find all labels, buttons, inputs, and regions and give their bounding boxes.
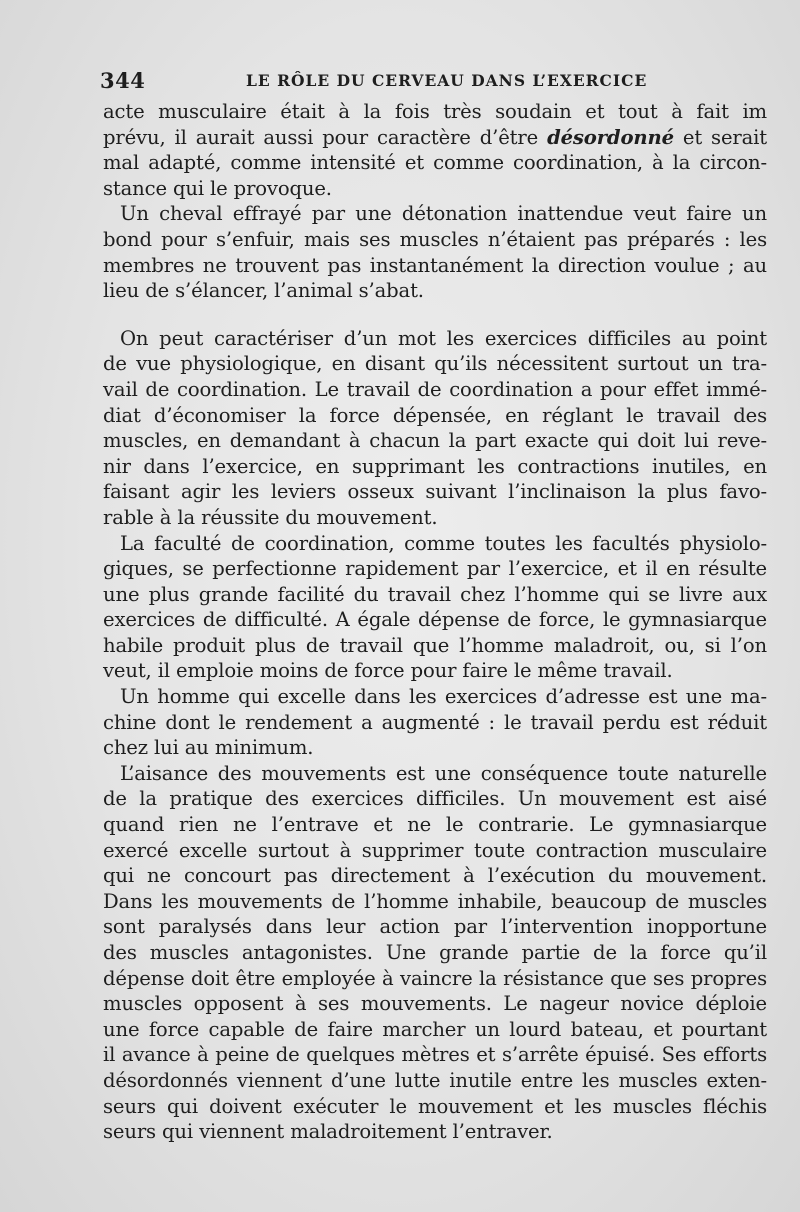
text-line: bond pour s’enfuir, mais ses muscles n’étaient pas préparés : les	[103, 227, 767, 251]
paragraph-3	[103, 326, 767, 531]
text-line: Un cheval effrayé par une détonation inattendue veut faire un	[120, 202, 767, 226]
text-line: seurs qui doivent exécuter le mouvement et les muscles fléchis	[103, 1094, 767, 1118]
paragraph-6	[103, 761, 767, 1145]
paragraph-4	[103, 531, 767, 685]
text-line: une plus grande facilité du travail chez l’homme qui se livre aux	[103, 582, 767, 606]
text-line: veut, il emploie moins de force pour faire le même travail.	[103, 659, 673, 683]
text-line: exercices de difficulté. A égale dépense de force, le gymnasiarque	[103, 608, 767, 632]
text-line: exercé excelle surtout à supprimer toute contraction musculaire	[103, 838, 767, 862]
page-number: 344	[100, 68, 146, 93]
text-line: stance qui le provoque.	[103, 176, 332, 200]
paragraph-1	[103, 99, 767, 201]
running-title: LE RÔLE DU CERVEAU DANS L’EXERCICE	[246, 71, 648, 90]
text-line: giques, se perfectionne rapidement par l’exercice, et il en résulte	[103, 557, 767, 581]
text-segment: et serait	[673, 125, 767, 149]
text-line: une force capable de faire marcher un lourd bateau, et pourtant	[103, 1017, 767, 1041]
text-line: lieu de s’élancer, l’animal s’abat.	[103, 279, 424, 303]
text-line: Dans les mouvements de l’homme inhabile, beaucoup de muscles	[103, 889, 767, 913]
text-line: diat d’économiser la force dépensée, en réglant le travail des	[103, 403, 767, 427]
text-line: désordonnés viennent d’une lutte inutile entre les muscles exten-	[103, 1068, 767, 1092]
text-line: Un homme qui excelle dans les exercices d’adresse est une ma-	[120, 685, 767, 709]
body-text	[103, 99, 767, 1145]
paragraph-2	[103, 201, 767, 303]
text-line: des muscles antagonistes. Une grande partie de la force qu’il	[103, 941, 767, 964]
text-line: vail de coordination. Le travail de coordination a pour effet immé-	[103, 377, 767, 401]
text-line: faisant agir les leviers osseux suivant l’inclinaison la plus favo-	[103, 480, 767, 504]
text-line: membres ne trouvent pas instantanément la direction voulue ; au	[103, 253, 767, 277]
text-line: mal adapté, comme intensité et comme coordination, à la circon-	[103, 151, 767, 175]
text-line: La faculté de coordination, comme toutes les facultés physiolo-	[120, 531, 767, 555]
text-line: chez lui au minimum.	[103, 736, 314, 760]
text-line: L’aisance des mouvements est une conséquence toute naturelle	[120, 761, 767, 785]
text-line: On peut caractériser d’un mot les exercices difficiles au point	[120, 326, 767, 350]
text-line: muscles opposent à ses mouvements. Le nageur novice déploie	[103, 992, 767, 1016]
text-segment: prévu, il aurait aussi pour caractère d’être	[103, 125, 548, 149]
text-line	[103, 125, 767, 151]
text-line: rable à la réussite du mouvement.	[103, 505, 438, 529]
text-line: dépense doit être employée à vaincre la résistance que ses propres	[103, 966, 767, 990]
section-gap	[103, 304, 767, 326]
text-line: de la pratique des exercices difficiles. Un mouvement est aisé	[103, 787, 767, 811]
text-line: sont paralysés dans leur action par l’intervention inopportune	[103, 915, 767, 939]
text-line: habile produit plus de travail que l’homme maladroit, ou, si l’on	[103, 633, 767, 657]
text-line: seurs qui viennent maladroitement l’entraver.	[103, 1120, 553, 1144]
text-line: il avance à peine de quelques mètres et s’arrête épuisé. Ses efforts	[103, 1043, 767, 1067]
text-line: chine dont le rendement a augmenté : le travail perdu est réduit	[103, 710, 767, 734]
text-line: muscles, en demandant à chacun la part exacte qui doit lui reve-	[103, 429, 767, 453]
page-header	[100, 66, 765, 96]
text-line: de vue physiologique, en disant qu’ils nécessitent surtout un tra-	[103, 352, 767, 376]
text-line: acte musculaire était à la fois très soudain et tout à fait im	[103, 100, 767, 123]
text-line: quand rien ne l’entrave et ne le contrarie. Le gymnasiarque	[103, 813, 767, 837]
paragraph-5	[103, 684, 767, 761]
emphasized-word: désordonné	[547, 125, 674, 149]
text-line: qui ne concourt pas directement à l’exécution du mouvement.	[103, 864, 767, 888]
text-line: nir dans l’exercice, en supprimant les contractions inutiles, en	[103, 454, 767, 478]
